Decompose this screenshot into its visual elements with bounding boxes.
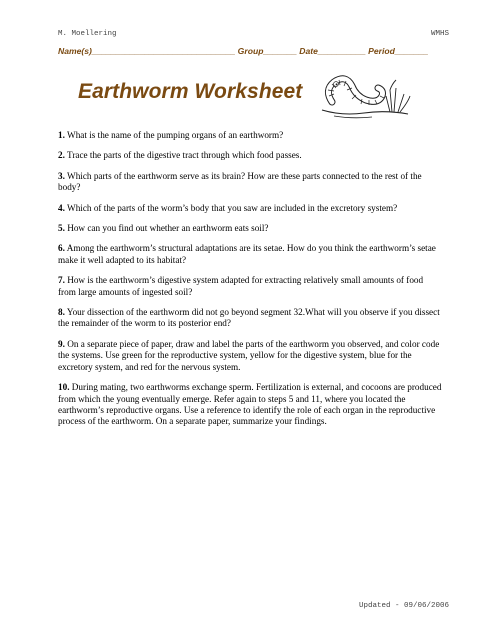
school-name: WMHS: [430, 30, 449, 38]
updated-date: Updated - 09/06/2006: [358, 602, 449, 610]
question-text: Among the earthworm’s structural adaptations are its setae. How do you think the earthworm’s setae make it well adapted to its habitat?: [58, 243, 436, 265]
question-number: 10.: [58, 382, 70, 393]
question-number: 1.: [58, 130, 65, 140]
question-number: 9.: [58, 338, 65, 349]
question-number: 8.: [58, 307, 65, 318]
question-text: How can you find out whether an earthworm eats soil?: [67, 223, 269, 234]
question-text: During mating, two earthworms exchange sperm. Fertilization is external, and cocoons are produced from which the young eventually emerge. Refer again to steps 5 and 11, where you located the earthworm’s reproductive organs. Use a reference to identify the role of each organ in the reproductive process of the earthworm. On a separate paper, summarize your findings.: [58, 382, 442, 427]
question-number: 7.: [58, 275, 65, 286]
question-3: [58, 171, 442, 194]
question-number: 3.: [58, 170, 65, 181]
question-text: On a separate piece of paper, draw and label the parts of the earthworm you observed, and color code the systems. Use green for the reproductive system, yellow for the digestive system, blue for the excretory system, and red for the nervous system.: [58, 338, 440, 372]
question-text: Which of the parts of the worm’s body that you saw are included in the excretory system?: [67, 202, 398, 213]
question-4: [58, 203, 442, 214]
earthworm-illustration-icon: [312, 66, 416, 122]
question-list: [58, 130, 442, 437]
question-text: Trace the parts of the digestive tract through which food passes.: [67, 150, 302, 161]
question-text: How is the earthworm’s digestive system adapted for extracting relatively small amounts of food from large amounts of ingested soil?: [58, 275, 424, 297]
question-6: [58, 243, 442, 266]
question-9: [58, 339, 442, 373]
question-8: [58, 307, 442, 330]
question-text: Your dissection of the earthworm did not go beyond segment 32.What will you observe if you dissect the remainder of the worm to its posterior end?: [58, 307, 440, 329]
question-text: Which parts of the earthworm serve as its brain? How are these parts connected to the rest of the body?: [58, 170, 422, 193]
worksheet-title: Earthworm Worksheet: [78, 80, 303, 103]
question-number: 4.: [58, 202, 65, 213]
question-5: [58, 223, 442, 234]
author-name: M. Moellering: [58, 30, 117, 38]
question-number: 2.: [58, 150, 65, 161]
question-number: 6.: [58, 243, 65, 254]
name-group-date-period-line: Name(s)______________________________ Group_______ Date__________ Period_______: [58, 46, 429, 56]
question-7: [58, 275, 442, 298]
question-10: [58, 382, 442, 428]
question-1: [58, 130, 442, 141]
question-number: 5.: [58, 223, 65, 234]
question-text: What is the name of the pumping organs of an earthworm?: [67, 130, 284, 140]
question-2: [58, 150, 442, 161]
